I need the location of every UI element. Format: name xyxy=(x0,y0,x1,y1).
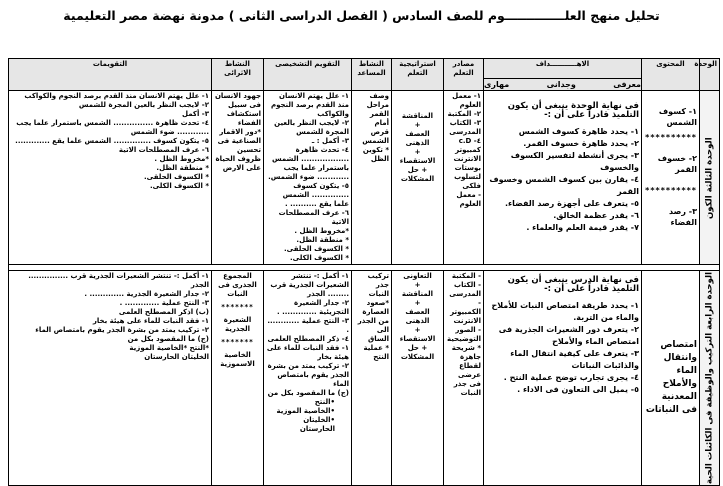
goal-item: ٧- يقدر قيمة العلم والعلماء . xyxy=(526,223,639,232)
header-cognitive: معرفى xyxy=(613,80,641,89)
header-content: المحتوى xyxy=(642,59,700,91)
source-item: * شريحة جاهزة لقطاع عرضى فى جذر النبات xyxy=(451,344,481,397)
header-affective: وجدانى xyxy=(546,80,576,89)
evaluation-item: ٢- جدار الشعيرة الجذرية ............. . xyxy=(84,290,209,298)
source-item: - الصور التوضيحية xyxy=(446,326,481,343)
source-item: ٣- الكتاب المدرسى xyxy=(449,119,481,136)
header-skill: مهارى xyxy=(484,80,510,89)
enrichment-item: المجموع الجذرى فى النبات xyxy=(218,272,257,298)
support-cell xyxy=(352,271,392,486)
strategy-item: التعاونى xyxy=(403,272,432,280)
goals-intro: فى نهاية الدرس ينبغى أن يكون التلميذ قادراً على أن :- xyxy=(507,275,639,294)
content-item: ٣- رصد الفضاء xyxy=(669,207,697,227)
content-item: ١- كسوف الشمس xyxy=(658,107,697,127)
strategy-item: الاستقصاء xyxy=(399,335,436,343)
diagnostic-item: *مخروط الظل . xyxy=(294,227,349,235)
enrichment-item: الخاصية الاسموزية xyxy=(220,351,255,368)
goals-cell xyxy=(484,91,642,265)
diagnostic-item: ٢- تركيب يمتد من بشرة الجذر يقوم بامتصاص الماء xyxy=(267,362,349,388)
diagnostic-item: (ج) ما المقصود بكل من xyxy=(267,389,349,397)
enrichment-cell xyxy=(212,271,264,486)
header-evaluation: التقويمات xyxy=(9,59,212,91)
strategy-item: العصف الذهنى xyxy=(405,130,430,147)
page-title: تحليل منهج العلــــــــــــــوم للصف السادس ( الفصل الدراسى الثانى ) مدونة نهضة مصر التعليمية xyxy=(63,8,660,23)
strategy-item: المناقشة xyxy=(401,290,434,298)
header-diagnostic: التقويم التشخيصى xyxy=(264,59,352,91)
goal-item: ٥- يتعرف على أجهزة رصد الفضاء. xyxy=(505,199,639,208)
diagnostic-item: * منطقة الظل. xyxy=(296,236,349,244)
content-item: ٢- خسوف القمر xyxy=(657,154,697,174)
diagnostic-item: • النتح xyxy=(266,398,335,407)
enrichment-item: الشعيرة الجذرية xyxy=(223,316,252,333)
support-item: وصف مراحل القمر أمام قرص الشمس xyxy=(362,92,389,145)
unit-cell: الوحدة الرابعة التركيب والوظيفة فى الكائنات الحية xyxy=(700,271,720,486)
table-row xyxy=(9,91,720,265)
goal-item: ١- يحدد طريقة امتصاص النبات للأملاح والماء من التربة. xyxy=(491,301,639,322)
diagnostic-item: ٦- عرف المصطلحات الاتية xyxy=(278,209,349,226)
strategy-item: + xyxy=(414,121,421,129)
diagnostic-item: ١- فقد النبات للماء على هيئة بخار xyxy=(266,344,349,361)
diagnostic-cell xyxy=(264,271,352,486)
evaluation-item: * الكسوف الحلقى. xyxy=(144,173,209,181)
evaluation-item: * الكسوف الكلى. xyxy=(150,182,209,190)
curriculum-table xyxy=(8,58,720,486)
goal-item: ٢- يحدد ظاهرة خسوف القمر. xyxy=(523,139,639,148)
source-item: ١- معمل العلوم xyxy=(452,92,481,109)
content-separator: ********** xyxy=(645,133,697,142)
evaluation-item: ٥- يتكون كسوف .............. الشمس علما يقع ............. xyxy=(15,137,209,145)
strategy-item: الاستقصاء xyxy=(399,157,436,165)
source-item: لتسلوب فلكى xyxy=(454,173,481,190)
diagnostic-item: ٣- أكمل : ـ xyxy=(311,137,349,145)
strategy-item: + xyxy=(414,326,421,334)
diagnostic-item: ٤- ذكر المصطلح العلمى xyxy=(267,335,349,343)
evaluation-item: *النتح *الخاصية الموزية xyxy=(129,344,209,352)
source-item: الانترنت بوستات xyxy=(453,155,481,172)
evaluation-item: (ب) اذكر المصطلح العلمى xyxy=(118,308,209,316)
goal-types xyxy=(484,79,642,91)
evaluation-cell xyxy=(9,271,212,486)
support-item: تركيب جذر النبات xyxy=(367,272,389,298)
enrichment-item: جهود الانسان فى سبيل استكشاف الفضاء xyxy=(214,92,261,127)
evaluation-item: (ج) ما المقصود بكل من xyxy=(127,335,209,343)
evaluation-item: ٣- أكمل xyxy=(181,110,209,118)
diagnostic-item: ٥- يتكون كسوف .............. الشمس علما يقع .......... . xyxy=(282,182,349,208)
enrichment-cell xyxy=(212,91,264,265)
strategy-cell xyxy=(392,91,444,265)
source-item: - معمل العلوم xyxy=(456,191,481,208)
enrichment-separator: ******* xyxy=(221,303,254,311)
evaluation-cell xyxy=(9,91,212,265)
evaluation-item: ٣- النتح عملية ............. . xyxy=(119,299,209,307)
evaluation-item: ١- علل يهتم الانسان منذ القدم برصد النجوم والكواكب xyxy=(24,92,209,100)
support-item: * عملية النتح xyxy=(363,344,389,361)
support-item: *صعود العصارة من الجذر الى الساق xyxy=(357,299,389,343)
strategy-cell xyxy=(392,271,444,486)
source-item: - الكمبيوتر الانترنت xyxy=(450,299,481,325)
source-item: - الكتاب المدرسى xyxy=(449,281,481,298)
header-strategy: استراتيجية التعلم xyxy=(392,59,444,91)
content-cell xyxy=(642,271,700,486)
diagnostic-item: ٣- النتح عملية ............ . xyxy=(267,317,349,334)
strategy-item: + xyxy=(414,281,421,289)
enrichment-item: *دور الاقمار الصناعية فى تحسين ظروف الحياة على الارض xyxy=(215,128,261,172)
header-sources: مصادر التعلم xyxy=(444,59,484,91)
goal-item: ٤- يقارن بين كسوف الشمس وخسوف القمر xyxy=(489,175,639,196)
diagnostic-item: ٤- تحدث ظاهرة .................. الشمس باستمرار علما يجب ............ ضوء الشمس. xyxy=(268,146,349,181)
enrichment-separator: ******* xyxy=(221,338,254,346)
evaluation-item: *مخروط الظل . xyxy=(154,155,209,163)
diagnostic-cell xyxy=(264,91,352,265)
header-support-activity: النشاط المساعد xyxy=(352,59,392,91)
source-item: ٤- c.D كمبيوتر xyxy=(455,137,481,154)
goal-item: ٦- يقدر عظمة الخالق. xyxy=(553,211,639,220)
source-item: ٢- المكتبة xyxy=(447,110,481,118)
support-cell xyxy=(352,91,392,265)
diagnostic-item: • الخليتان الحارستان xyxy=(266,416,335,434)
diagnostic-item: ٢- لايجب النظر بالعين المجرة للشمس xyxy=(274,119,349,136)
evaluation-item: الخليتان الحارستان xyxy=(144,353,209,361)
evaluation-item: ٢- لايجب النظر بالعين المجرة للشمس xyxy=(78,101,209,109)
content-item: امتصاص وانتقال الماء والأملاح المعدنية فى النباتات xyxy=(645,340,697,416)
header-enrichment: النشاط الاثرائى xyxy=(212,59,264,91)
strategy-item: المناقشة xyxy=(401,112,434,120)
goals-cell xyxy=(484,271,642,486)
diagnostic-item: • الخاصية الموزية xyxy=(266,407,335,416)
evaluation-item: ١- فقد النبات للماء على هيئة بخار xyxy=(92,317,209,325)
source-item: - المكتبة xyxy=(451,272,481,280)
goals-intro: فى نهاية الوحدة ينبغى أن يكون التلميذ قادراً على أن :- xyxy=(507,101,639,120)
header-unit: الوحدة xyxy=(700,59,720,91)
goal-item: ٢- يتعرف دور الشعيرات الجذرية فى امتصاص الماء والأملاح xyxy=(498,325,639,346)
evaluation-item: ١- أكمل :- تنتشر الشعيرات الجذرية قرب ............... الجذر xyxy=(28,272,209,289)
content-separator: ********** xyxy=(645,186,697,195)
evaluation-item: ٢- تركيب يمتد من بشرة الجذر يقوم بامتصاص الماء xyxy=(35,326,209,334)
strategy-item: + xyxy=(414,148,421,156)
content-cell xyxy=(642,91,700,265)
sources-cell xyxy=(444,91,484,265)
header-goals: الاهـــــــــــداف xyxy=(484,59,642,79)
support-item: * تكوين الظل xyxy=(362,146,389,163)
strategy-item: العصف الذهنى xyxy=(405,308,430,325)
diagnostic-item: * الكسوف الحلقى. xyxy=(284,245,349,253)
diagnostic-item: ٢- جدار الشعيرة التجزيئية ............. . xyxy=(277,299,349,316)
goal-item: ٣- يتعرف على كيفية انتقال الماء والذائبات النباتات xyxy=(510,349,639,370)
evaluation-item: ٦- عرف المصطلحات الاتية xyxy=(118,146,209,154)
evaluation-item: * منطقة الظل. xyxy=(156,164,209,172)
unit-cell: الوحدة الثالثة الكون xyxy=(700,91,720,265)
goal-item: ٤- يجرى تجارب توضح عملية النتح . xyxy=(503,373,639,382)
strategy-item: + حل المشكلات xyxy=(400,344,435,361)
evaluation-item: ٤- تحدث ظاهرة ............... الشمس باستمرار علما يجب ............ ضوء الشمس xyxy=(16,119,209,136)
diagnostic-item: * الكسوف الكلى. xyxy=(290,254,349,262)
table-row xyxy=(9,271,720,486)
goal-item: ٥- يميل الى التعاون فى الاداء . xyxy=(517,385,639,394)
sources-cell xyxy=(444,271,484,486)
goal-item: ٣- يجرى أنشطة لتفسير الكسوف والخسوف xyxy=(510,151,639,172)
header-row xyxy=(9,59,720,79)
goal-item: ١- يحدد ظاهرة كسوف الشمس xyxy=(518,127,639,136)
diagnostic-item: ١- أكمل :- تنتشر الشعيرات الجذرية قرب ........ الجذر xyxy=(270,272,349,298)
strategy-item: + xyxy=(414,299,421,307)
strategy-item: + حل المشكلات xyxy=(400,166,435,183)
diagnostic-item: ١- علل يهتم الانسان منذ القدم برصد النجوم والكواكب xyxy=(270,92,349,118)
